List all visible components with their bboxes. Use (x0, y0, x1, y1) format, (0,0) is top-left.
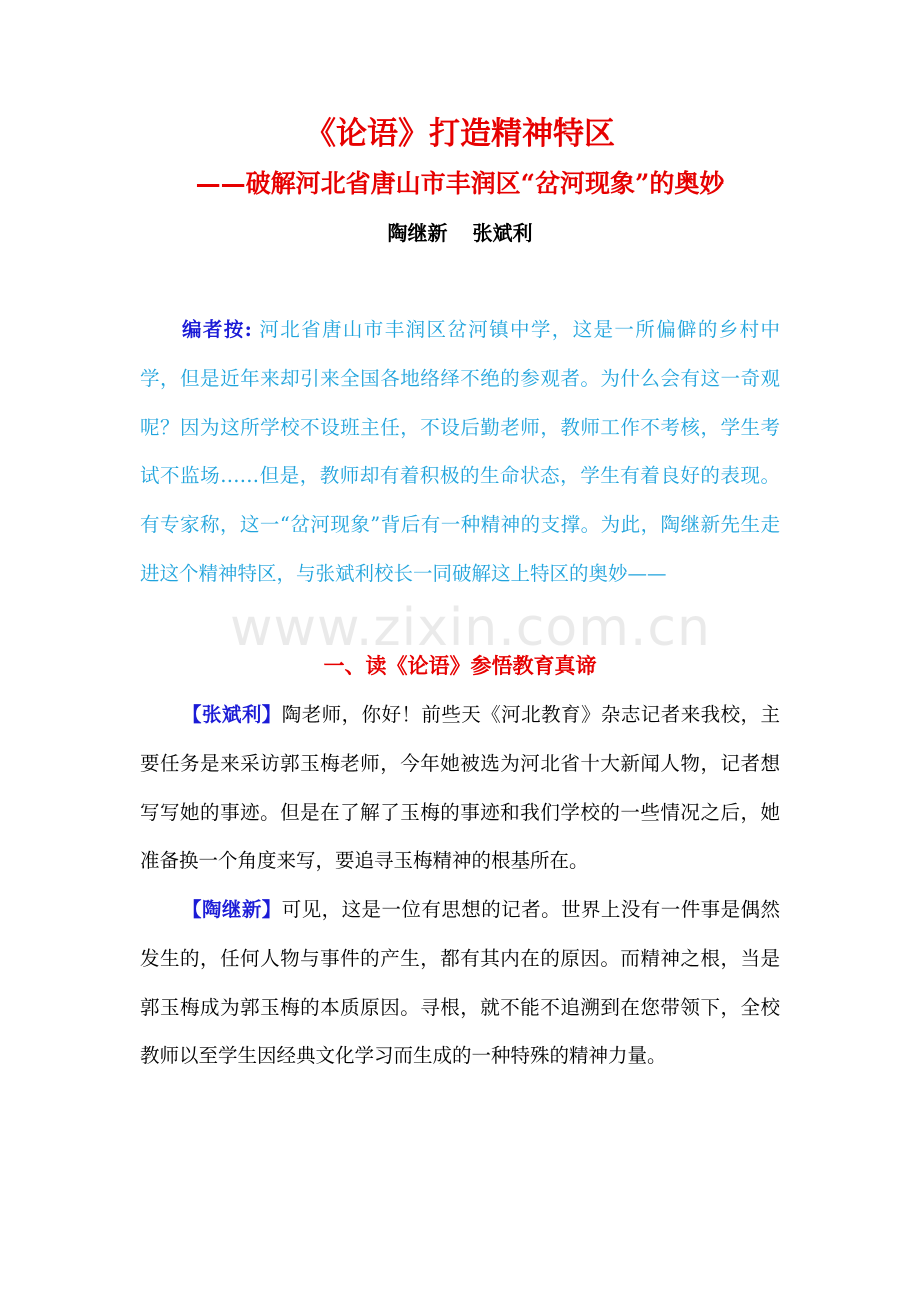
dialogue-text: 可见，这是一位有思想的记者。世界上没有一件事是偶然发生的，任何人物与事件的产生，都有其内在的原因。而精神之根，当是郭玉梅成为郭玉梅的本质原因。寻根，就不能不追溯到在您带领下，全校教师以至学生因经典文化学习而生成的一种特殊的精神力量。 (140, 898, 780, 1068)
dialogue-text: 陶老师，你好！前些天《河北教育》杂志记者来我校，主要任务是来采访郭玉梅老师，今年她被选为河北省十大新闻人物，记者想写写她的事迹。但是在了解了玉梅的事迹和我们学校的一些情况之后，她准备换一个角度来写，要追寻玉梅精神的根基所在。 (140, 703, 780, 873)
dialogue-paragraph (140, 886, 780, 1081)
editor-note-text: 河北省唐山市丰润区岔河镇中学，这是一所偏僻的乡村中学，但是近年来却引来全国各地络绎不绝的参观者。为什么会有这一奇观呢？因为这所学校不设班主任，不设后勤老师，教师工作不考核，学生考试不监场……但是，教师却有着积极的生命状态，学生有着良好的表现。有专家称，这一“岔河现象”背后有一种精神的支撑。为此，陶继新先生走进这个精神特区，与张斌利校长一同破解这上特区的奥妙—— (140, 318, 780, 585)
dialogue-paragraph (140, 691, 780, 886)
article-subtitle: ——破解河北省唐山市丰润区“岔河现象”的奥妙 (195, 169, 725, 198)
speaker-label: 【陶继新】 (182, 898, 282, 921)
editor-note-label: 编者按: (182, 318, 252, 341)
speaker-label: 【张斌利】 (182, 703, 282, 726)
section-heading: 一、读《论语》参悟教育真谛 (323, 653, 597, 678)
watermark: www.zixin.com.cn (230, 598, 711, 658)
article-title: 《论语》打造精神特区 (305, 116, 615, 152)
editor-note (140, 306, 780, 599)
article-authors: 陶继新 张斌利 (387, 221, 533, 245)
